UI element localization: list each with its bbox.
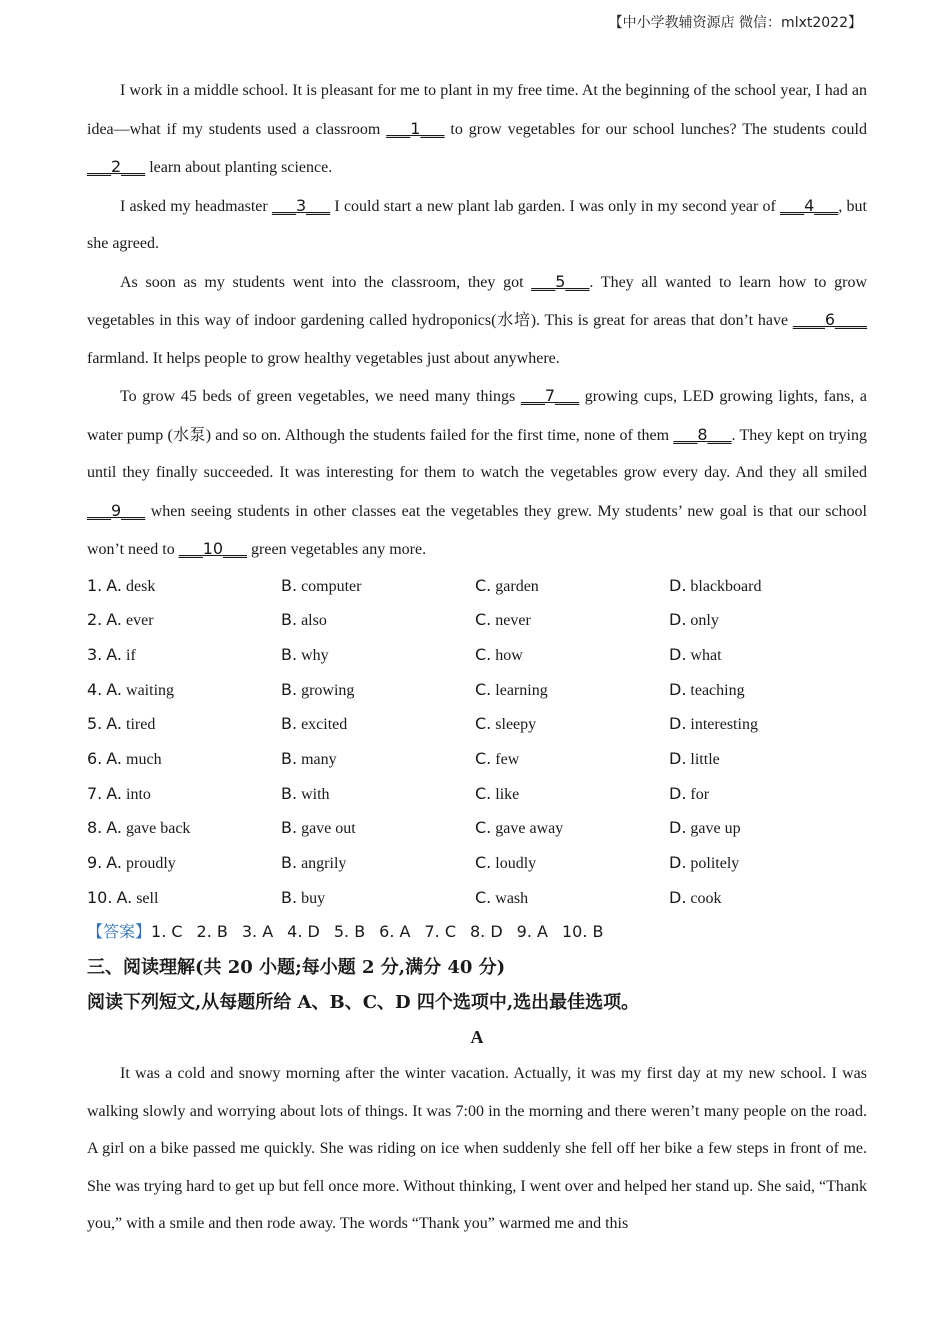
question-number: 7. (87, 783, 103, 803)
option-d: little (690, 750, 720, 768)
text: learn about planting science. (145, 159, 333, 176)
option-d: gave up (690, 820, 741, 838)
option-letter: C. (475, 818, 492, 838)
option-c: garden (495, 577, 539, 595)
option-letter: C. (475, 783, 492, 803)
option-letter: D. (669, 853, 687, 872)
cloze-paragraph-2 (87, 187, 867, 263)
option-letter: D. (669, 748, 687, 768)
option-row (87, 638, 867, 673)
answer-item: 9. A (516, 922, 548, 942)
option-b: also (301, 612, 327, 630)
answer-item: 10. B (561, 922, 604, 942)
blank-8: ___8___ (673, 424, 732, 444)
blank-10: ___10___ (178, 539, 248, 558)
answer-item: 6. A (379, 922, 411, 942)
option-b: gave out (301, 820, 356, 838)
option-letter: A. (106, 679, 123, 699)
text: I could start a new plant lab garden. I was only in my second year of (330, 197, 781, 215)
answer-key (87, 915, 867, 950)
text: I asked my headmaster (120, 197, 272, 215)
cloze-paragraph-1 (87, 72, 867, 187)
option-row (87, 707, 867, 742)
option-row (87, 881, 867, 916)
option-row (87, 603, 867, 638)
answer-item: 4. D (287, 922, 320, 942)
option-a: desk (126, 577, 156, 595)
option-letter: B. (281, 783, 298, 803)
option-letter: A. (106, 644, 123, 664)
option-letter: D. (669, 575, 687, 595)
option-letter: D. (669, 818, 687, 838)
option-a: gave back (126, 820, 191, 838)
option-a: tired (126, 716, 156, 734)
blank-4: ___4___ (780, 195, 839, 215)
option-b: growing (301, 681, 355, 699)
option-c: sleepy (495, 716, 537, 734)
option-letter: B. (281, 610, 298, 630)
option-d: what (690, 646, 722, 664)
option-a: into (126, 785, 151, 803)
question-number: 8. (87, 818, 103, 838)
text: . They all wanted to learn how to grow vegetables in this way of indoor gardening called hydroponics(水培). This is great for areas that don’t have (87, 273, 867, 329)
blank-5: ___5___ (531, 271, 590, 291)
option-letter: B. (281, 887, 298, 907)
option-letter: A. (106, 714, 123, 734)
option-letter: D. (669, 679, 687, 699)
blank-6: ____6____ (792, 310, 867, 329)
option-b: with (301, 785, 330, 803)
answer-item: 5. B (333, 922, 366, 942)
option-d: interesting (690, 716, 758, 734)
cloze-paragraph-3 (87, 263, 867, 378)
option-letter: C. (475, 853, 492, 872)
option-letter: C. (475, 644, 492, 664)
option-letter: A. (106, 748, 123, 768)
option-letter: A. (106, 610, 123, 630)
option-d: blackboard (690, 577, 762, 595)
option-letter: C. (475, 714, 492, 734)
question-number: 4. (87, 679, 103, 699)
option-c: never (495, 612, 531, 630)
option-b: why (301, 646, 329, 664)
option-c: loudly (495, 855, 537, 872)
question-number: 1. (87, 575, 103, 595)
option-letter: D. (669, 714, 687, 734)
option-b: angrily (301, 855, 347, 872)
blank-7: ___7___ (520, 386, 580, 405)
option-a: much (126, 750, 162, 768)
option-letter: B. (281, 644, 298, 664)
text: . They kept on trying until they finally succeeded. It was interesting for them to watch the vegetables grow every day. And they all smiled (87, 426, 867, 481)
answer-item: 2. B (196, 922, 228, 942)
option-letter: A. (106, 783, 123, 803)
options-list (87, 569, 867, 916)
question-number: 10. (87, 887, 113, 907)
option-row (87, 777, 867, 812)
option-c: learning (495, 681, 548, 699)
option-letter: C. (475, 887, 492, 907)
answer-item: 7. C (424, 922, 456, 942)
section-instruction: 阅读下列短文,从每题所给 A、B、C、D 四个选项中,选出最佳选项。 (87, 992, 640, 1014)
section-title: 三、阅读理解(共 20 小题;每小题 2 分,满分 40 分) (87, 957, 506, 979)
option-letter: A. (106, 575, 123, 595)
option-letter: C. (475, 575, 492, 595)
text: to grow vegetables for our school lunches? The students could (444, 120, 867, 138)
option-c: wash (495, 889, 529, 907)
question-number: 5. (87, 714, 103, 734)
option-letter: D. (669, 610, 687, 630)
option-letter: C. (475, 610, 492, 630)
answer-tag: 【答案】 (87, 922, 152, 942)
option-a: proudly (126, 855, 176, 872)
option-c: gave away (495, 820, 564, 838)
option-letter: D. (669, 783, 687, 803)
option-b: buy (301, 889, 326, 907)
option-letter: D. (669, 644, 687, 664)
option-d: for (690, 785, 710, 803)
blank-2: ___2___ (87, 157, 146, 176)
option-row (87, 569, 867, 604)
text: when seeing students in other classes eat the vegetables they grew. My students’ new goal is that our school won’t need to (87, 502, 867, 558)
option-letter: B. (281, 714, 298, 734)
option-a: waiting (126, 681, 175, 699)
option-letter: A. (116, 887, 133, 907)
blank-1: ___1___ (386, 118, 445, 138)
question-number: 6. (87, 748, 103, 768)
question-number: 3. (87, 644, 103, 664)
option-letter: B. (281, 818, 298, 838)
option-c: few (495, 750, 520, 768)
option-c: how (495, 646, 523, 664)
option-row (87, 846, 867, 881)
text: I work in a middle school. It is pleasant for me to plant in my free time. At the beginning of the school year, I had an idea—what if my students used a classroom (87, 82, 867, 138)
option-a: if (126, 646, 136, 664)
text: growing cups, LED growing lights, fans, a water pump (水泵) and so on. Although the students failed for the first time, none of them (87, 388, 868, 444)
option-letter: A. (106, 818, 123, 838)
option-row (87, 673, 867, 708)
option-letter: B. (281, 575, 298, 595)
option-row (87, 742, 867, 777)
option-row (87, 811, 867, 846)
cloze-paragraph-4 (87, 377, 867, 569)
text: green vegetables any more. (247, 541, 427, 558)
option-a: sell (136, 889, 159, 907)
document-body (87, 72, 867, 1243)
blank-3: ___3___ (271, 195, 331, 215)
option-c: like (495, 785, 520, 803)
answer-item: 8. D (470, 922, 503, 942)
option-letter: B. (281, 679, 298, 699)
blank-9: ___9___ (87, 500, 146, 520)
option-b: excited (301, 716, 348, 734)
question-number: 2. (87, 610, 103, 630)
page-header: 【中小学教辅资源店 微信：mlxt2022】 (608, 15, 862, 31)
passage-a-text: It was a cold and snowy morning after the winter vacation. Actually, it was my first day at my new school. I was walking slowly and worrying about lots of things. It was 7:00 in the morning and there weren’t many people on the road. A girl on a bike passed me quickly. She was riding on ice when suddenly she fell off her bike a few steps in front of me. She was trying hard to get up but fell once more. Without thinking, I went over and helped her stand up. She said, “Thank you,” with a smile and then rode away. The words “Thank you” warmed me and this (87, 1065, 867, 1233)
option-d: teaching (690, 681, 745, 699)
text: , but she agreed. (87, 197, 867, 252)
text: To grow 45 beds of green vegetables, we need many things (120, 388, 521, 405)
question-number: 9. (87, 853, 103, 872)
option-d: cook (690, 889, 722, 907)
option-letter: D. (669, 887, 687, 907)
option-d: politely (690, 855, 740, 872)
option-a: ever (126, 612, 154, 630)
option-b: many (301, 750, 337, 768)
option-letter: C. (475, 679, 492, 699)
option-letter: C. (475, 748, 492, 768)
option-letter: B. (281, 853, 298, 872)
text: farmland. It helps people to grow healthy vegetables just about anywhere. (87, 349, 560, 367)
option-letter: B. (281, 748, 298, 768)
passage-label: A (470, 1027, 484, 1048)
option-d: only (690, 612, 719, 630)
answer-item: 3. A (241, 922, 274, 942)
option-b: computer (301, 577, 362, 595)
answer-item: 1. C (151, 922, 183, 942)
text: As soon as my students went into the classroom, they got (120, 273, 532, 291)
option-letter: A. (106, 853, 123, 872)
